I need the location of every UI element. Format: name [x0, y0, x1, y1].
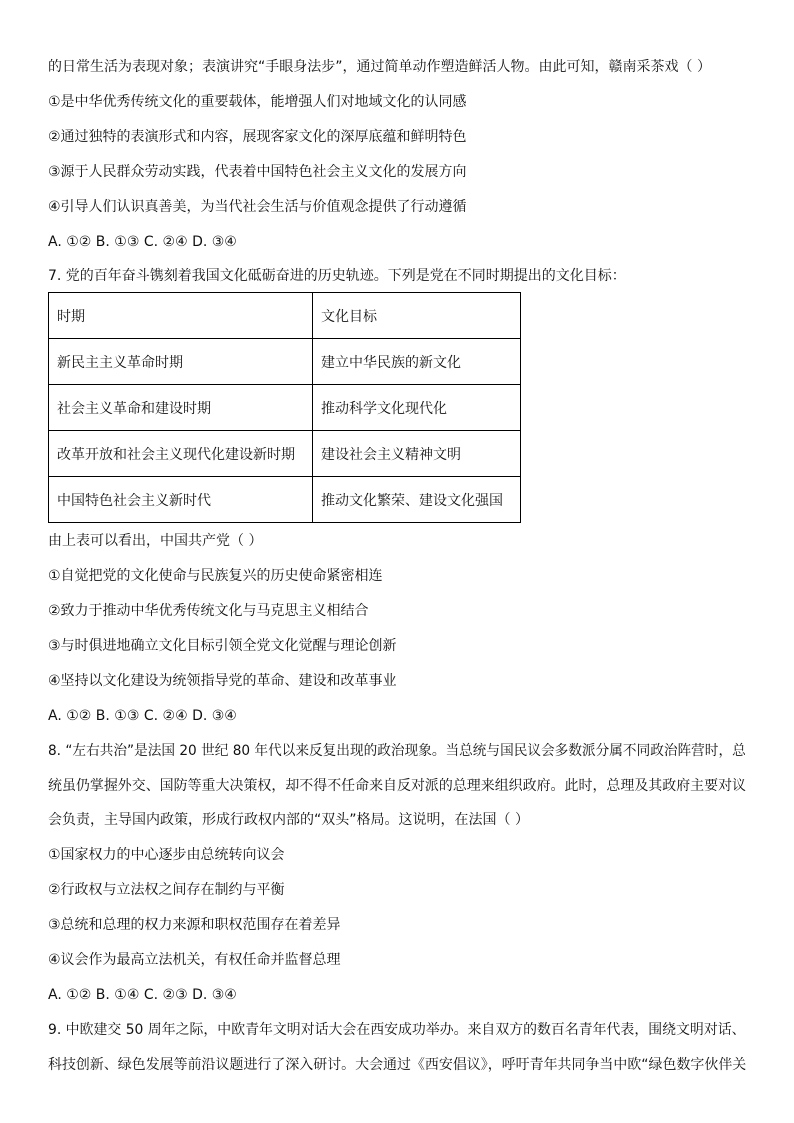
q6-option-4: ④引导人们认识真善美，为当代社会生活与价值观念提供了行动遵循 — [48, 199, 467, 215]
table-row — [49, 385, 521, 431]
q7-option-4: ④坚持以文化建设为统领指导党的革命、建设和改革事业 — [48, 673, 397, 689]
table-cell-goal: 推动科学文化现代化 — [313, 385, 521, 431]
q7-option-3: ③与时俱进地确立文化目标引领全党文化觉醒与理论创新 — [48, 638, 397, 654]
q8-option-1: ①国家权力的中心逐步由总统转向议会 — [48, 847, 285, 863]
culture-goals-table — [48, 292, 521, 523]
q7-stem: 7. 党的百年奋斗镌刻着我国文化砥砺奋进的历史轨迹。下列是党在不同时期提出的文化目标： — [48, 268, 626, 284]
q6-stem: 的日常生活为表现对象；表演讲究“手眼身法步”，通过简单动作塑造鲜活人物。由此可知，赣南采茶戏（ ） — [48, 59, 711, 75]
q7-option-2: ②致力于推动中华优秀传统文化与马克思主义相结合 — [48, 603, 369, 619]
q8-stem-line-1: 8. “左右共治”是法国 20 世纪 80 年代以来反复出现的政治现象。当总统与国民议会多数派分属不同政治阵营时，总 — [48, 743, 746, 759]
table-cell-goal: 推动文化繁荣、建设文化强国 — [313, 477, 521, 523]
q8-stem-line-3: 会负责，主导国内政策，形成行政权内部的“双头”格局。这说明，在法国（ ） — [48, 812, 529, 828]
table-header-row — [49, 293, 521, 339]
q8-option-4: ④议会作为最高立法机关，有权任命并监督总理 — [48, 952, 341, 968]
table-header-goal: 文化目标 — [313, 293, 521, 339]
q9-stem-line-2: 科技创新、绿色发展等前沿议题进行了深入研讨。大会通过《西安倡议》，呼吁青年共同争当中欧“绿色数字伙伴关 — [48, 1057, 747, 1073]
q7-choices: A. ①② B. ①③ C. ②④ D. ③④ — [48, 708, 237, 724]
table-cell-period: 新民主主义革命时期 — [49, 339, 313, 385]
q6-option-2: ②通过独特的表演形式和内容，展现客家文化的深厚底蕴和鲜明特色 — [48, 129, 467, 145]
q8-option-3: ③总统和总理的权力来源和职权范围存在着差异 — [48, 917, 341, 933]
table-cell-goal: 建设社会主义精神文明 — [313, 431, 521, 477]
q8-option-2: ②行政权与立法权之间存在制约与平衡 — [48, 882, 285, 898]
table-cell-goal: 建立中华民族的新文化 — [313, 339, 521, 385]
q6-option-1: ①是中华优秀传统文化的重要载体，能增强人们对地域文化的认同感 — [48, 94, 467, 110]
table-cell-period: 改革开放和社会主义现代化建设新时期 — [49, 431, 313, 477]
q8-choices: A. ①② B. ①④ C. ②③ D. ③④ — [48, 987, 237, 1003]
table-header-period: 时期 — [49, 293, 313, 339]
table-row — [49, 431, 521, 477]
q7-option-1: ①自觉把党的文化使命与民族复兴的历史使命紧密相连 — [48, 568, 383, 584]
table-cell-period: 中国特色社会主义新时代 — [49, 477, 313, 523]
table-cell-period: 社会主义革命和建设时期 — [49, 385, 313, 431]
q8-stem-line-2: 统虽仍掌握外交、国防等重大决策权，却不得不任命来自反对派的总理来组织政府。此时，总理及其政府主要对议 — [48, 778, 746, 794]
q6-choices: A. ①② B. ①③ C. ②④ D. ③④ — [48, 234, 237, 250]
q9-stem-line-1: 9. 中欧建交 50 周年之际，中欧青年文明对话大会在西安成功举办。来自双方的数百名青年代表，围绕文明对话、 — [48, 1022, 746, 1038]
table-row — [49, 477, 521, 523]
q6-option-3: ③源于人民群众劳动实践，代表着中国特色社会主义文化的发展方向 — [48, 164, 467, 180]
table-row — [49, 339, 521, 385]
q7-conclusion: 由上表可以看出，中国共产党（ ） — [48, 533, 263, 549]
